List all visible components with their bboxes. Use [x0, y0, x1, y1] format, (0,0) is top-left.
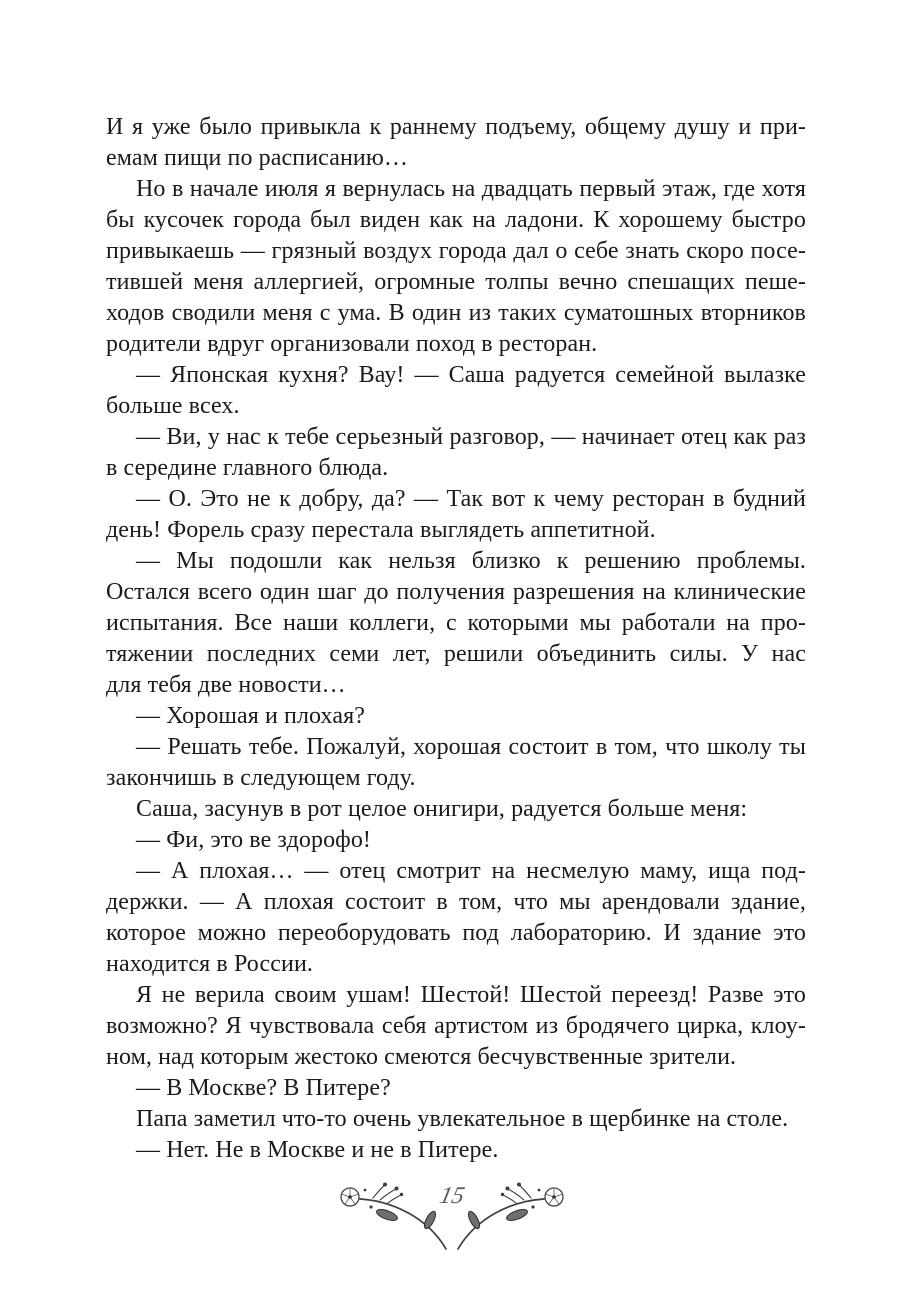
text-line: — Японская кухня? Вау! — Саша радуется семейной вылазке [136, 362, 806, 388]
page-number: 15 [437, 1183, 467, 1209]
text-line: — Нет. Не в Москве и не в Питере. [136, 1137, 499, 1163]
paragraph [106, 174, 806, 360]
text-line: — А плохая… — отец смотрит на несмелую маму, ища под- [136, 858, 806, 884]
text-line: — Решать тебе. Пожалуй, хорошая состоит в том, что школу ты [136, 734, 806, 760]
text-line: Саша, засунув в рот целое онигири, радуется больше меня: [136, 796, 748, 822]
text-line: Остался всего один шаг до получения разрешения на клинические [106, 579, 806, 605]
text-line: ходов сводили меня с ума. В один из таких суматошных вторников [106, 300, 806, 326]
text-line: больше всех. [106, 393, 240, 419]
text-line: — Ви, у нас к тебе серьезный разговор, — начинает отец как раз [136, 424, 806, 450]
paragraph [106, 980, 806, 1073]
text-block [106, 112, 806, 1166]
text-line: Папа заметил что-то очень увлекательное в щербинке на столе. [136, 1106, 789, 1132]
text-line: испытания. Все наши коллеги, с которыми мы работали на про- [106, 610, 806, 636]
text-line: день! Форель сразу перестала выглядеть аппетитной. [106, 517, 656, 543]
text-line: Я не верила своим ушам! Шестой! Шестой переезд! Разве это [136, 982, 806, 1008]
text-line: тившей меня аллергией, огромные толпы вечно спешащих пеше- [106, 269, 806, 295]
text-line: родители вдруг организовали поход в ресторан. [106, 331, 598, 357]
text-line: для тебя две новости… [106, 672, 346, 698]
paragraph [106, 732, 806, 794]
floral-sprig-right-icon [458, 1183, 563, 1250]
text-line: которое можно переоборудовать под лабораторию. И здание это [106, 920, 806, 946]
text-line: — Мы подошли как нельзя близко к решению проблемы. [136, 548, 806, 574]
text-line: держки. — А плохая состоит в том, что мы арендовали здание, [106, 889, 806, 915]
paragraph [106, 1073, 806, 1104]
text-line: — Фи, это ве здорофо! [136, 827, 372, 853]
paragraph [106, 360, 806, 422]
text-line: тяжении последних семи лет, решили объединить силы. У нас [106, 641, 806, 667]
paragraph [106, 422, 806, 484]
paragraph [106, 856, 806, 980]
text-line: емам пищи по расписанию… [106, 145, 408, 171]
text-line: в середине главного блюда. [106, 455, 389, 481]
paragraph [106, 794, 806, 825]
floral-sprig-left-icon [341, 1183, 446, 1250]
text-line: закончишь в следующем году. [106, 765, 416, 791]
text-line: ном, над которым жестоко смеются бесчувственные зрители. [106, 1044, 737, 1070]
text-line: бы кусочек города был виден как на ладони. К хорошему быстро [106, 207, 806, 233]
text-line: привыкаешь — грязный воздух города дал о себе знать скоро посе- [106, 238, 806, 264]
paragraph [106, 546, 806, 701]
text-line: — В Москве? В Питере? [136, 1075, 391, 1101]
paragraph [106, 1104, 806, 1135]
paragraph [106, 1135, 806, 1166]
paragraph [106, 484, 806, 546]
paragraph [106, 112, 806, 174]
text-line: находится в России. [106, 951, 313, 977]
text-line: Но в начале июля я вернулась на двадцать первый этаж, где хотя [136, 176, 806, 202]
paragraph [106, 825, 806, 856]
text-line: И я уже было привыкла к раннему подъему, общему душу и при- [106, 114, 806, 140]
paragraph [106, 701, 806, 732]
text-line: возможно? Я чувствовала себя артистом из бродячего цирка, клоу- [106, 1013, 806, 1039]
page-footer [0, 1176, 904, 1260]
text-line: — О. Это не к добру, да? — Так вот к чему ресторан в будний [136, 486, 806, 512]
footer-ornament [335, 1176, 569, 1260]
text-line: — Хорошая и плохая? [136, 703, 365, 729]
